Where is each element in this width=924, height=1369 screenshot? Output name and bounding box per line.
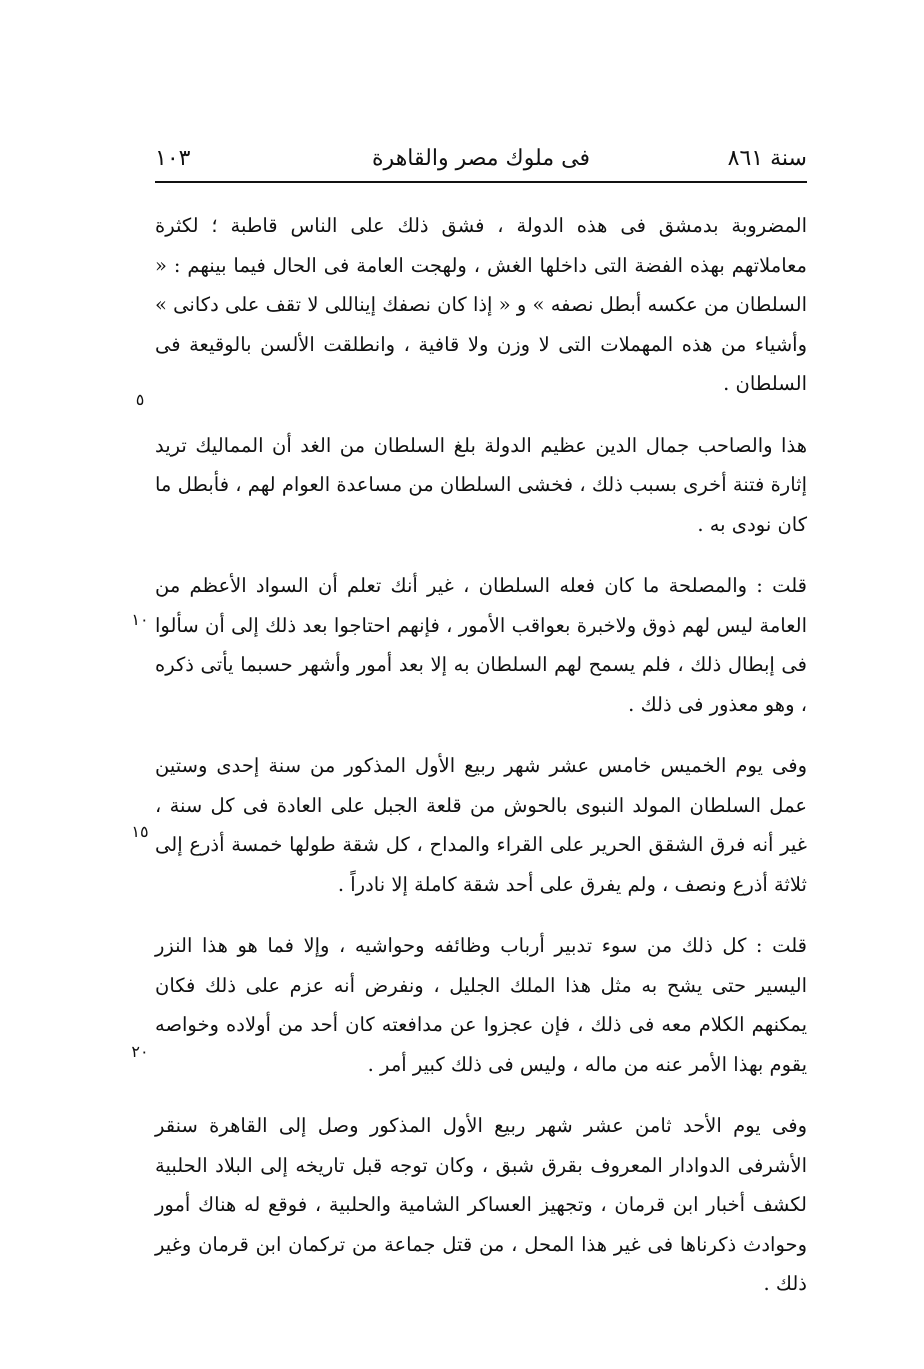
line-number-10: ١٠ bbox=[131, 610, 149, 629]
page-body bbox=[155, 206, 807, 1304]
line-number-5: ٥ bbox=[135, 390, 145, 409]
header-rule bbox=[155, 181, 807, 183]
paragraph-2: هذا والصاحب جمال الدين عظيم الدولة بلغ السلطان من الغد أن المماليك تريد إثارة فتنة أخرى بسبب ذلك ، فخشى السلطان من مساعدة العوام لهم ، فأبطل ما كان نودى به . bbox=[154, 433, 807, 536]
paragraph-4: وفى يوم الخميس خامس عشر شهر ربيع الأول المذكور من سنة إحدى وستين عمل السلطان المولد النبوى بالحوش من قلعة الجبل على العادة فى كل سنة ، غير أنه فرق الشقق الحرير على القراء والمداح ، كل شقة طولها خمسة أذرع إلى ثلاثة أذرع ونصف ، ولم يفرق على أحد شقة كاملة إلا نادراً . bbox=[155, 754, 807, 896]
paragraph-3: قلت : والمصلحة ما كان فعله السلطان ، غير أنك تعلم أن السواد الأعظم من العامة ليس لهم ذوق ولاخبرة بعواقب الأمور ، فإنهم احتاجوا بعد ذلك إلى أن سألوا فى إبطال ذلك ، فلم يسمح لهم السلطان به إلا بعد أمور وأشهر حسبما يأتى ذكره ، وهو معذور فى ذلك . bbox=[155, 574, 807, 716]
line-number-20: ٢٠ bbox=[131, 1042, 149, 1061]
line-number-15: ١٥ bbox=[131, 822, 149, 841]
paragraph-5: قلت : كل ذلك من سوء تدبير أرباب وظائفه وحواشيه ، وإلا فما هو هذا النزر اليسير حتى يشح به مثل هذا الملك الجليل ، ونفرض أنه عزم على ذلك فكان يمكنهم الكلام معه فى ذلك ، فإن عجزوا عن مدافعته كان أحد من أولاده وخواصه يقوم بهذا الأمر عنه من ماله ، وليس فى ذلك كبير أمر . bbox=[155, 934, 807, 1076]
paragraph-6: وفى يوم الأحد ثامن عشر شهر ربيع الأول المذكور وصل إلى القاهرة سنقر الأشرفى الدوادار المعروف بقرق شبق ، وكان توجه قبل تاريخه إلى البلاد الحلبية لكشف أخبار ابن قرمان ، وتجهيز العساكر الشامية والحلبية ، فوقع له هناك أمور وحوادث ذكرناها فى غير هذا المحل ، من قتل جماعة من تركمان ابن قرمان وغير ذلك . bbox=[155, 1114, 807, 1295]
page-number: ١٠٣ bbox=[155, 146, 191, 171]
running-header bbox=[155, 140, 807, 180]
year-heading: سنة ٨٦١ bbox=[727, 146, 807, 171]
running-title: فى ملوك مصر والقاهرة bbox=[372, 146, 590, 171]
paragraph-1: المضروبة بدمشق فى هذه الدولة ، فشق ذلك على الناس قاطبة ؛ لكثرة معاملاتهم بهذه الفضة التى داخلها الغش ، ولهجت العامة فى الحال فيما بينهم : « السلطان من عكسه أبطل نصفه » و « إذا كان نصفك إيناللى لا تقف على دكانى » وأشياء من هذه المهملات التى لا وزن ولا قافية ، وانطلقت الألسن بالوقيعة فى السلطان . bbox=[155, 214, 807, 395]
